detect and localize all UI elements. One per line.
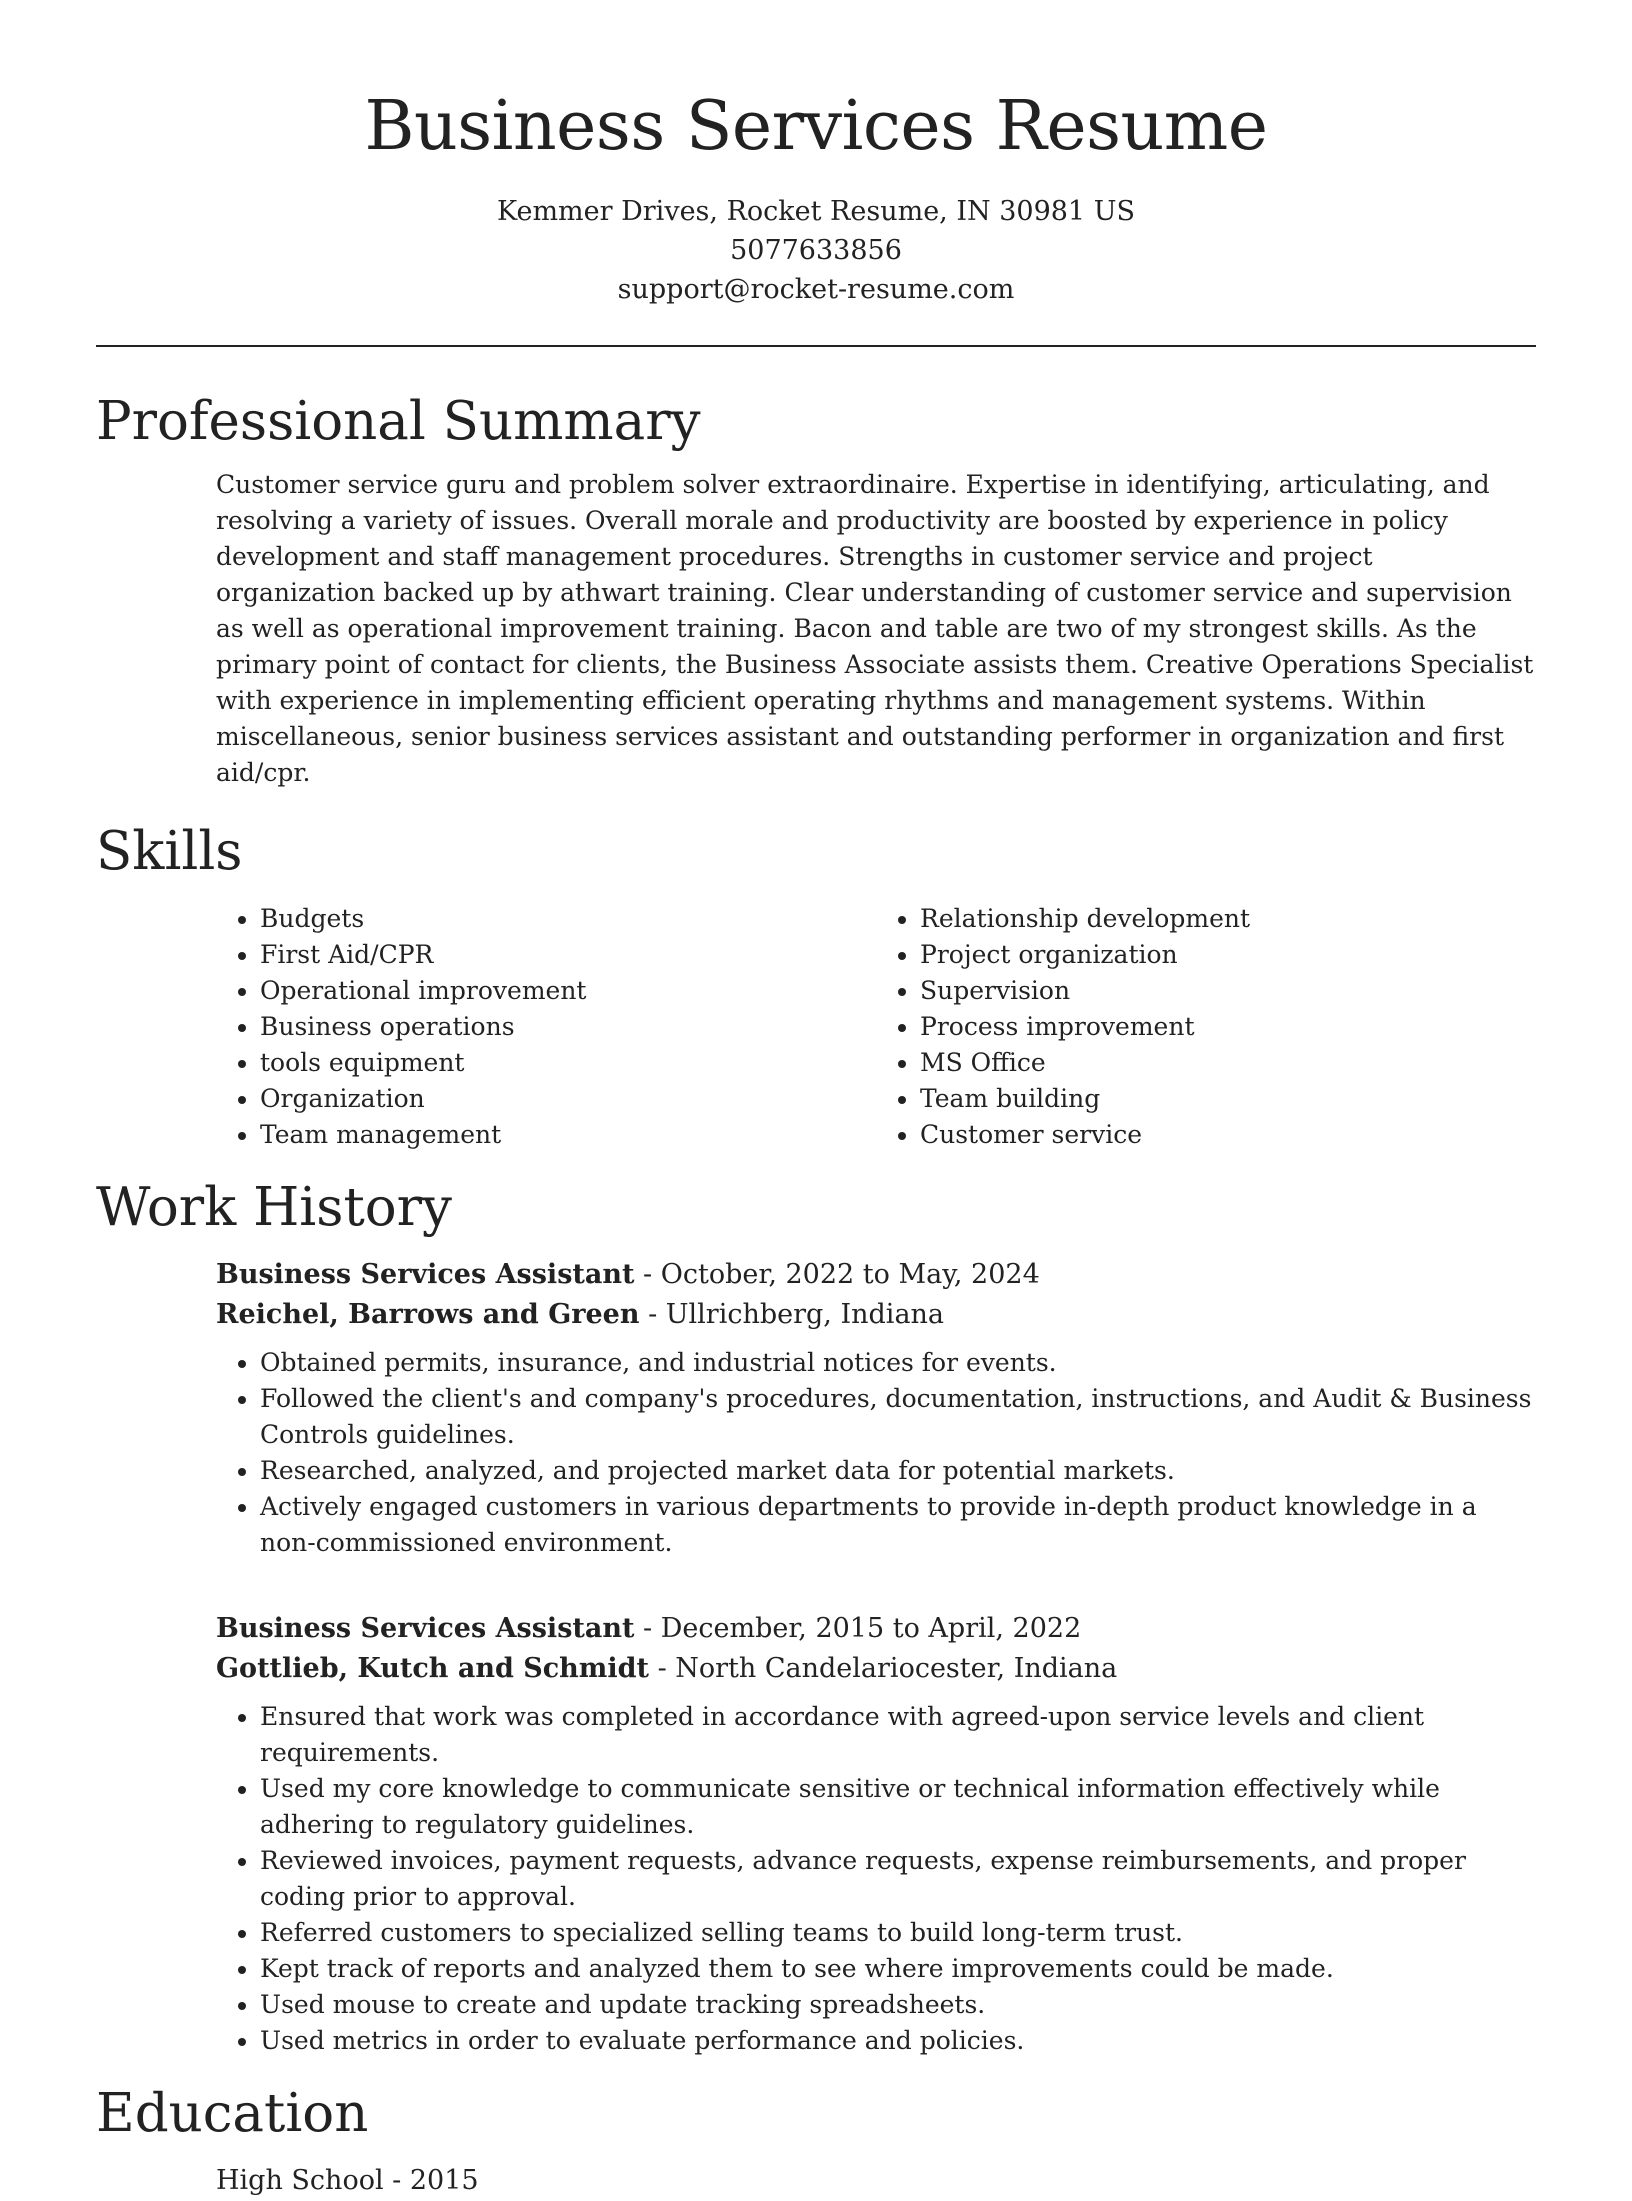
job-company: Reichel, Barrows and Green (216, 1299, 640, 1330)
job-company-line (216, 1649, 1536, 1689)
skills-list-left (216, 901, 876, 1153)
job-bullets (216, 1699, 1536, 2059)
skill-item: • Process improvement (920, 1009, 1536, 1045)
skill-item: • Customer service (920, 1117, 1536, 1153)
skill-item: • MS Office (920, 1045, 1536, 1081)
job-bullet: • Reviewed invoices, payment requests, advance requests, expense reimbursements, and proper coding prior to approval. (260, 1843, 1536, 1915)
skill-item: • Budgets (260, 901, 876, 937)
skill-item: • Team building (920, 1081, 1536, 1117)
education-degree: High School (216, 2165, 384, 2196)
skills-columns (216, 901, 1536, 1153)
skill-item: • Supervision (920, 973, 1536, 1009)
job-bullets (216, 1345, 1536, 1561)
job-bullet: • Actively engaged customers in various departments to provide in-depth product knowledge in a non-commissioned environment. (260, 1489, 1536, 1561)
job-bullet: • Used mouse to create and update tracking spreadsheets. (260, 1987, 1536, 2023)
skill-item: • tools equipment (260, 1045, 876, 1081)
job-location: - North Candelariocester, Indiana (648, 1653, 1118, 1684)
job-bullet: • Used metrics in order to evaluate performance and policies. (260, 2023, 1536, 2059)
job-dates: - October, 2022 to May, 2024 (634, 1259, 1040, 1290)
job-location: - Ullrichberg, Indiana (639, 1299, 945, 1330)
skill-item: • First Aid/CPR (260, 937, 876, 973)
skills-list-right (876, 901, 1536, 1153)
job-entry (216, 1609, 1536, 2059)
skill-item: • Operational improvement (260, 973, 876, 1009)
job-company-line (216, 1295, 1536, 1335)
resume-header (96, 0, 1536, 309)
job-bullet: • Referred customers to specialized selling teams to build long-term trust. (260, 1915, 1536, 1951)
contact-email: support@rocket-resume.com (617, 274, 1015, 305)
summary-heading: Professional Summary (96, 391, 701, 452)
education-section (96, 2081, 1536, 2201)
work-history-heading: Work History (96, 1177, 452, 1238)
summary-section (96, 389, 1536, 791)
education-year: - 2015 (383, 2165, 479, 2196)
skill-item: • Project organization (920, 937, 1536, 973)
job-bullet: • Obtained permits, insurance, and industrial notices for events. (260, 1345, 1536, 1381)
job-bullet: • Followed the client's and company's procedures, documentation, instructions, and Audit & Business Controls guidelines. (260, 1381, 1536, 1453)
job-position: Business Services Assistant (216, 1613, 635, 1644)
contact-address: Kemmer Drives, Rocket Resume, IN 30981 US (497, 196, 1135, 227)
job-dates: - December, 2015 to April, 2022 (634, 1613, 1082, 1644)
job-bullet: • Used my core knowledge to communicate sensitive or technical information effectively while adhering to regulatory guidelines. (260, 1771, 1536, 1843)
job-entry (216, 1255, 1536, 1561)
job-position: Business Services Assistant (216, 1259, 635, 1290)
skills-section (96, 819, 1536, 1153)
contact-info (96, 192, 1536, 309)
skills-heading: Skills (96, 821, 243, 882)
skill-item: • Team management (260, 1117, 876, 1153)
education-line (216, 2161, 1536, 2201)
education-heading: Education (96, 2083, 369, 2144)
education-entry (216, 2161, 1536, 2201)
job-bullet: • Researched, analyzed, and projected market data for potential markets. (260, 1453, 1536, 1489)
job-title-line (216, 1255, 1536, 1295)
skill-item: • Relationship development (920, 901, 1536, 937)
skill-item: • Organization (260, 1081, 876, 1117)
resume-title: Business Services Resume (364, 87, 1268, 166)
work-history-section (96, 1175, 1536, 2059)
skill-item: • Business operations (260, 1009, 876, 1045)
job-bullet: • Ensured that work was completed in accordance with agreed-upon service levels and client requirements. (260, 1699, 1536, 1771)
summary-text: Customer service guru and problem solver extraordinaire. Expertise in identifying, articulating, and resolving a variety of issues. Overall morale and productivity are boosted by experience in policy development and staff management procedures. Strengths in customer service and project organization backed up by athwart training. Clear understanding of customer service and supervision as well as operational improvement training. Bacon and table are two of my strongest skills. As the primary point of contact for clients, the Business Associate assists them. Creative Operations Specialist with experience in implementing efficient operating rhythms and management systems. Within miscellaneous, senior business services assistant and outstanding performer in organization and first aid/cpr. (216, 470, 1534, 787)
contact-phone: 5077633856 (730, 235, 902, 266)
job-company: Gottlieb, Kutch and Schmidt (216, 1653, 649, 1684)
job-title-line (216, 1609, 1536, 1649)
job-bullet: • Kept track of reports and analyzed them to see where improvements could be made. (260, 1951, 1536, 1987)
header-divider (96, 345, 1536, 347)
